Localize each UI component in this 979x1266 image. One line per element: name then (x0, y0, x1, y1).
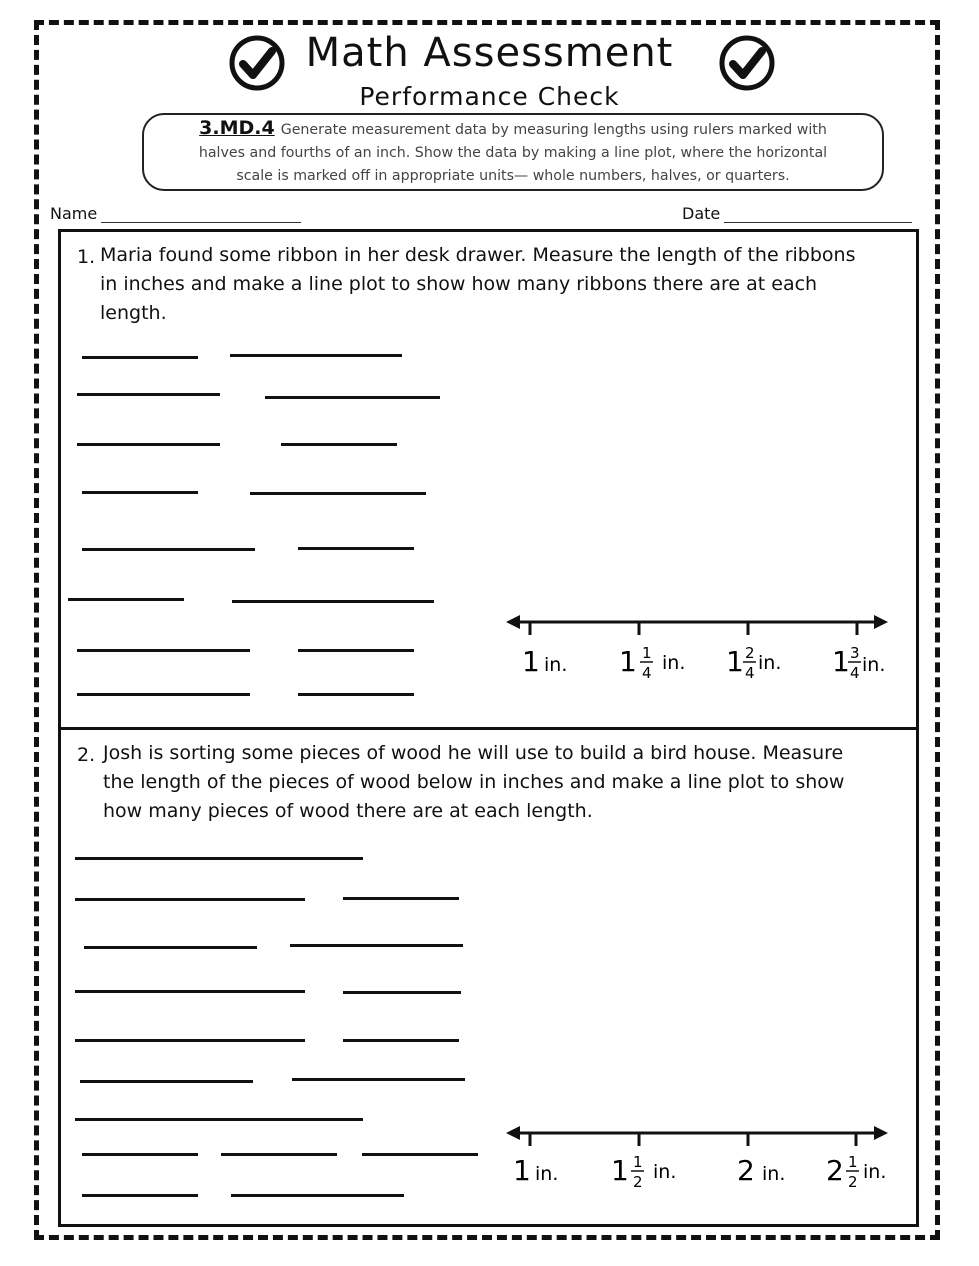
question-1-line2: in inches and make a line plot to show how many ribbons there are at each (100, 273, 818, 295)
tick-label-unit: in. (863, 1161, 887, 1183)
date-blank[interactable] (724, 208, 912, 223)
tick-label-denominator: 4 (642, 664, 652, 682)
tick-label-unit: in. (535, 1163, 559, 1185)
ribbon (82, 491, 198, 494)
ribbon (298, 649, 414, 652)
tick-label-whole: 2 (737, 1154, 755, 1187)
standard-description-line1: Generate measurement data by measuring lengths using rulers marked with (280, 122, 827, 138)
wood-piece (231, 1194, 404, 1197)
wood-piece (290, 944, 463, 947)
standard-description-line2: halves and fourths of an inch. Show the data by making a line plot, where the horizontal (198, 145, 828, 161)
ribbon (68, 598, 184, 601)
page-subtitle: Performance Check (359, 82, 620, 111)
standard-box (142, 113, 884, 191)
wood-piece (80, 1080, 253, 1083)
date-label: Date (682, 204, 721, 223)
wood-piece (75, 898, 305, 901)
tick-label-whole: 2 (826, 1154, 844, 1187)
ribbon (250, 492, 426, 495)
wood-piece (75, 1039, 305, 1042)
question-2-line2: the length of the pieces of wood below in inches and make a line plot to show (103, 771, 845, 793)
wood-piece (75, 1118, 363, 1121)
question-1-line3: length. (100, 302, 167, 324)
name-field[interactable] (50, 204, 301, 223)
question-1-text (100, 241, 855, 328)
ribbon (82, 548, 255, 551)
wood-piece (82, 1153, 198, 1156)
wood-piece (362, 1153, 478, 1156)
ribbon (77, 443, 220, 446)
tick-label-unit: in. (544, 654, 568, 676)
wood-piece (343, 991, 461, 994)
tick-label-numerator: 1 (642, 644, 652, 662)
tick-label-whole: 1 (619, 645, 637, 678)
ribbon (82, 356, 198, 359)
ribbon (230, 354, 402, 357)
arrow-left-icon (506, 615, 520, 629)
tick-label-unit: in. (762, 1163, 786, 1185)
wood-piece (82, 1194, 198, 1197)
tick-label-denominator: 2 (633, 1173, 643, 1191)
wood-piece (84, 946, 257, 949)
line-plot-2 (500, 1116, 900, 1196)
tick-label-denominator: 2 (848, 1173, 858, 1191)
tick-label-denominator: 4 (850, 664, 860, 682)
arrow-right-icon (874, 1126, 888, 1140)
wood-piece (343, 1039, 459, 1042)
ribbon (77, 649, 250, 652)
wood-piece (75, 990, 305, 993)
tick-label-numerator: 1 (848, 1153, 858, 1171)
ribbon (77, 393, 220, 396)
name-label: Name (50, 204, 98, 223)
question-2-number: 2. (77, 744, 96, 766)
question-2-text (103, 739, 844, 826)
standard-code: 3.MD.4 (199, 117, 275, 139)
question-1-line1: Maria found some ribbon in her desk drawer. Measure the length of the ribbons (100, 244, 856, 266)
tick-label-unit: in. (758, 652, 782, 674)
tick-label-unit: in. (862, 654, 886, 676)
name-blank[interactable] (101, 208, 301, 223)
tick-label-denominator: 4 (745, 664, 755, 682)
wood-piece (221, 1153, 337, 1156)
question-1-number: 1. (77, 246, 96, 268)
arrow-left-icon (506, 1126, 520, 1140)
ribbon (281, 443, 397, 446)
ribbon (232, 600, 434, 603)
ribbon (265, 396, 440, 399)
wood-piece (75, 857, 363, 860)
tick-label-unit: in. (662, 652, 686, 674)
tick-label-whole: 1 (513, 1154, 531, 1187)
date-field[interactable] (682, 204, 912, 223)
wood-piece (292, 1078, 465, 1081)
tick-label-unit: in. (653, 1161, 677, 1183)
tick-label-numerator: 1 (633, 1153, 643, 1171)
arrow-right-icon (874, 615, 888, 629)
tick-label-whole: 1 (611, 1154, 629, 1187)
tick-label-whole: 1 (522, 645, 540, 678)
tick-label-whole: 1 (832, 645, 850, 678)
ribbon (77, 693, 250, 696)
tick-label-whole: 1 (726, 645, 744, 678)
ribbon (298, 693, 414, 696)
tick-label-numerator: 2 (745, 644, 755, 662)
question-2-line3: how many pieces of wood there are at each length. (103, 800, 593, 822)
line-plot-1 (500, 605, 900, 685)
wood-piece (343, 897, 459, 900)
tick-label-numerator: 3 (850, 644, 860, 662)
ribbon (298, 547, 414, 550)
question-2-line1: Josh is sorting some pieces of wood he will use to build a bird house. Measure (103, 742, 844, 764)
standard-description-line3: scale is marked off in appropriate units— whole numbers, halves, or quarters. (236, 168, 790, 184)
page-title: Math Assessment (305, 30, 674, 76)
